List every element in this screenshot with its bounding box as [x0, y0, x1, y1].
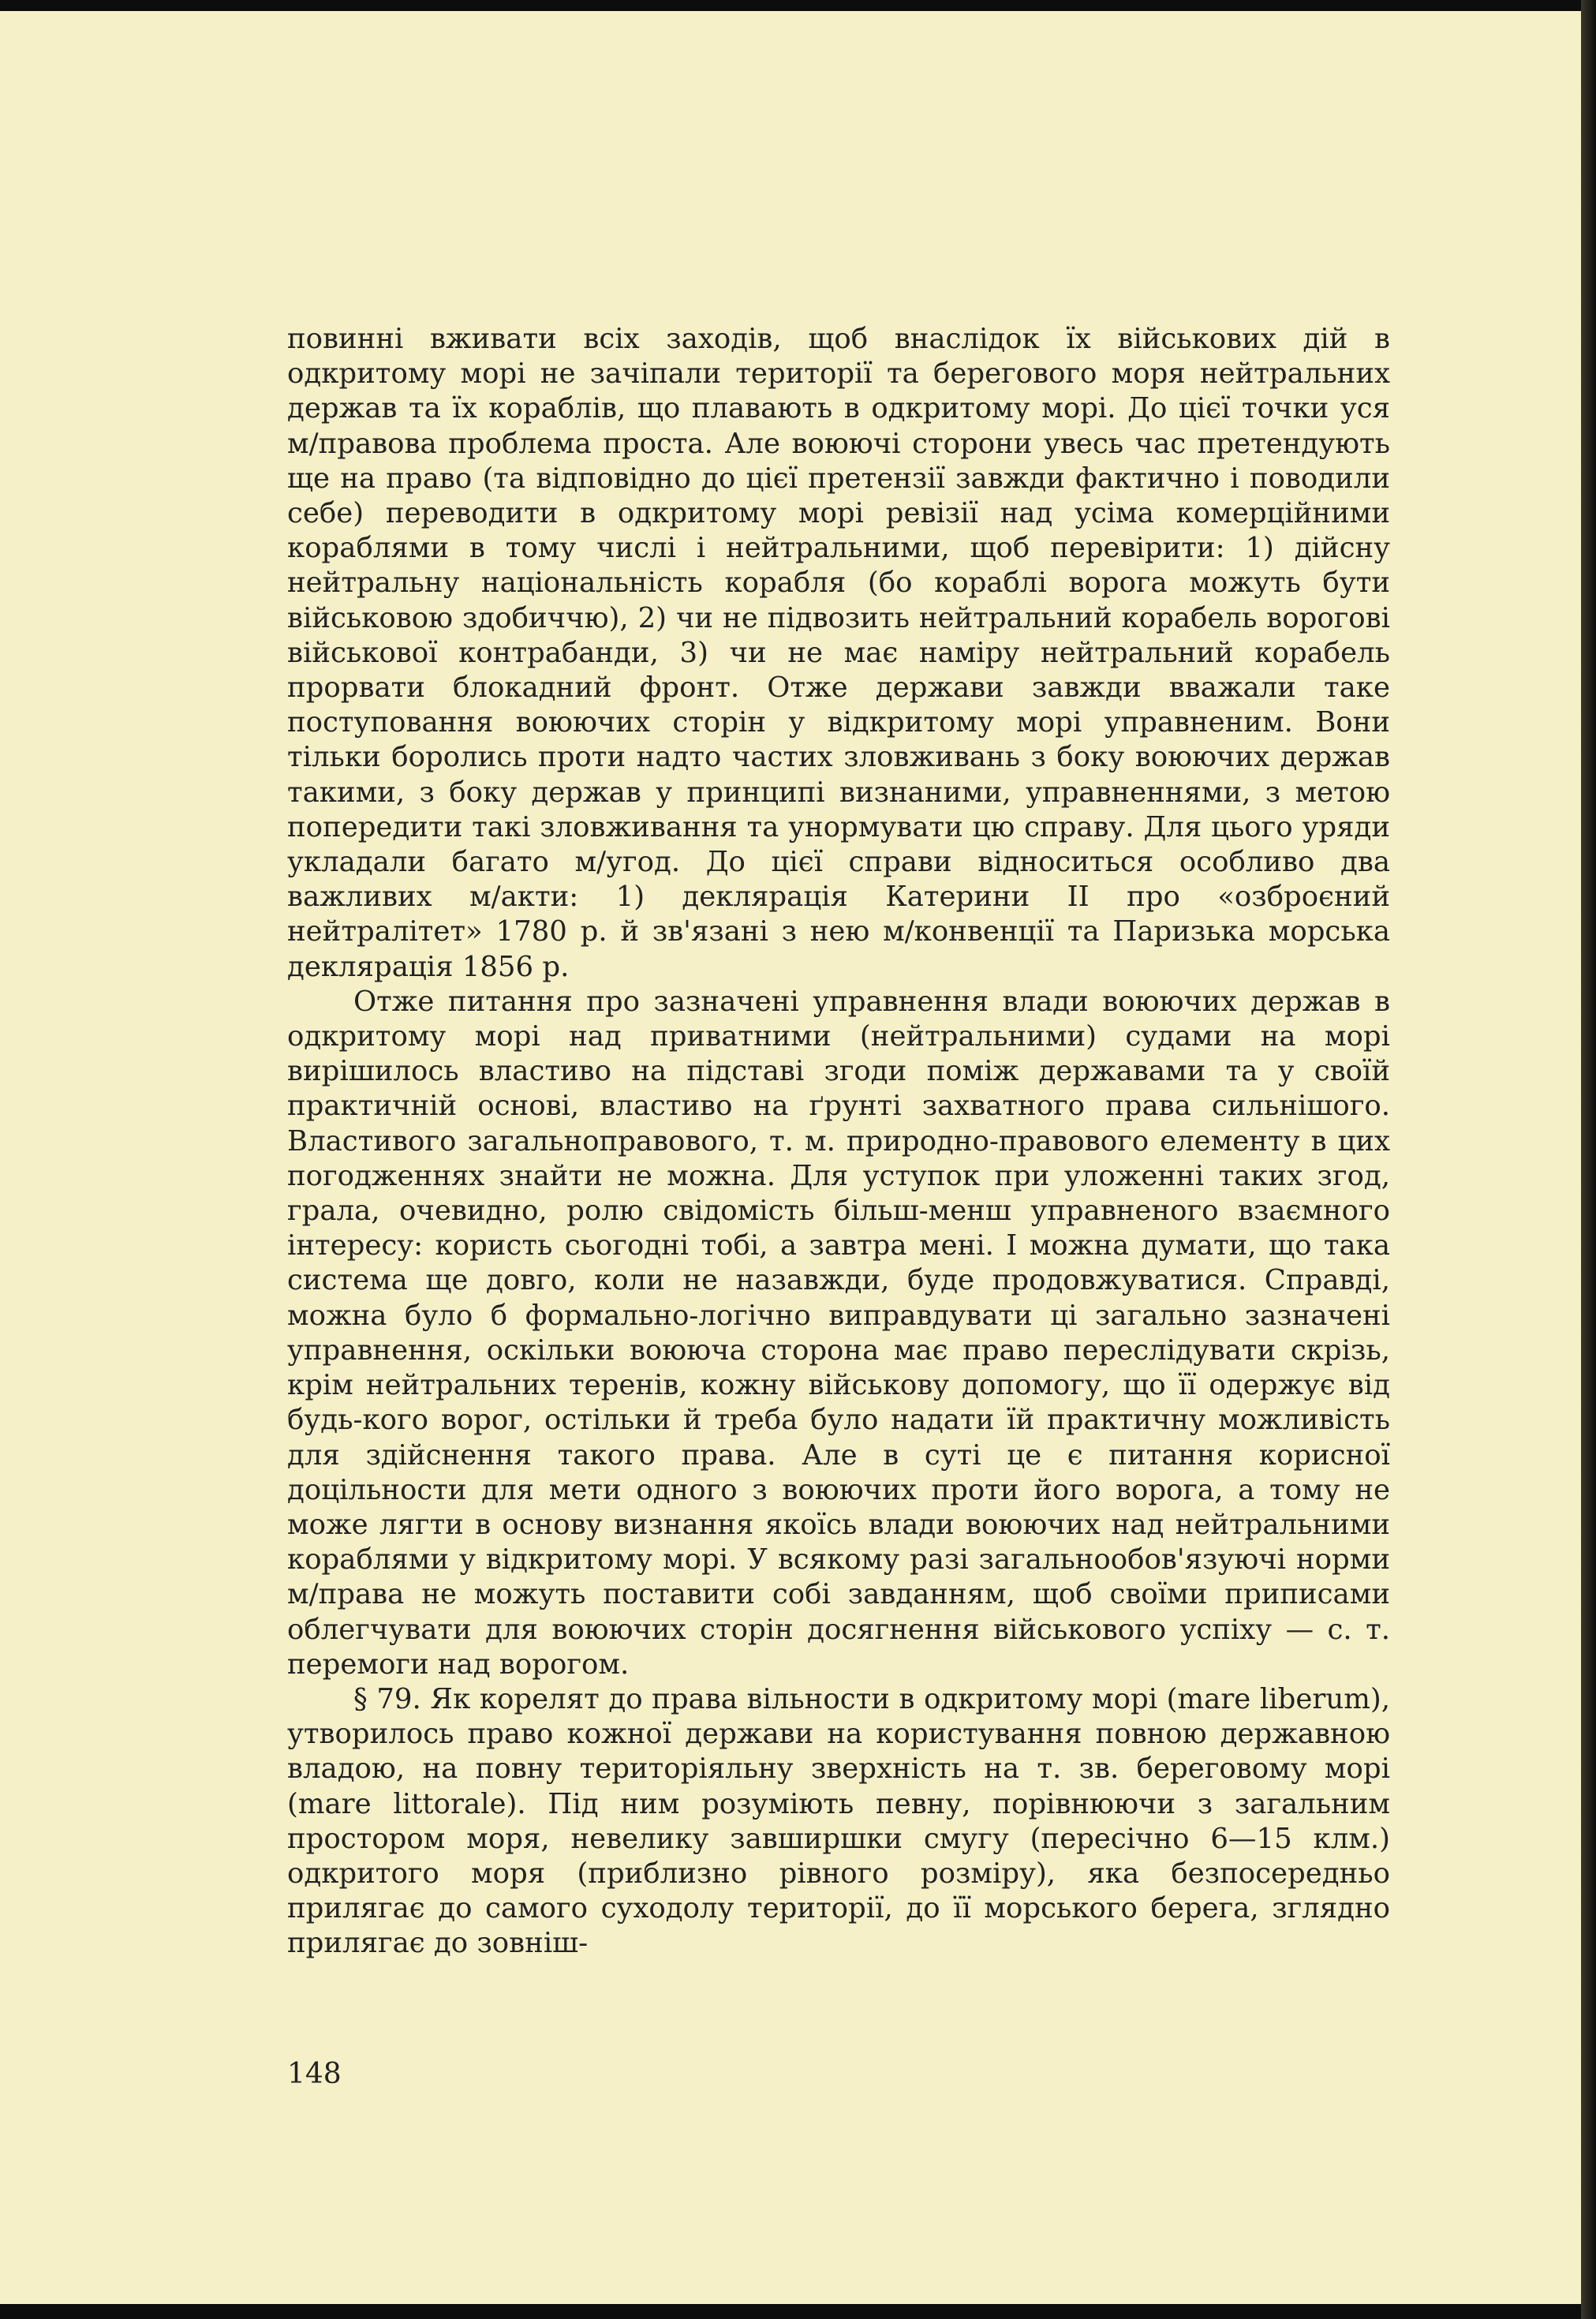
page-number: 148 [287, 2058, 342, 2090]
paragraph-1: повинні вживати всіх заходів, щоб внаслідок їх військових дій в одкритому морі не зачіпали території та берегового моря нейтральних держав та їх кораблів, що плавають в одкритому морі. До цієї точки уся м/правова проблема проста. Але воюючі сторони увесь час претендують ще на право (та відповідно до цієї претензії завжди фактично і поводили себе) переводити в одкритому морі ревізії над усіма комерційними кораблями в тому числі і нейтральними, щоб перевірити: 1) дійсну нейтральну національність корабля (бо кораблі ворога можуть бути військовою здобиччю), 2) чи не підвозить нейтральний корабель ворогові військової контрабанди, 3) чи не має наміру нейтральний корабель прорвати блокадний фронт. Отже держави завжди вважали таке поступовання воюючих сторін у відкритому морі управненим. Вони тільки боролись проти надто частих зловживань з боку воюючих держав такими, з боку держав у принципі визнаними, управненнями, з метою попередити такі зловживання та унормувати цю справу. Для цього уряди укладали багато м/угод. До цієї справи відноситься особливо два важливих м/акти: 1) деклярація Катерини II про «озброєний нейтралітет» 1780 р. й зв'язані з нею м/конвенції та Паризька морська деклярація 1856 р. [287, 323, 1390, 983]
paragraph-3: § 79. Як корелят до права вільности в одкритому морі (mare liberum), утворилось право кожної держави на користування повною державною владою, на повну територіяльну зверхність на т. зв. береговому морі (mare littorale). Під ним розуміють певну, порівнюючи з загальним простором моря, невелику завширшки смугу (пересічно 6—15 клм.) одкритого моря (приблизно рівного розміру), яка безпосередньо прилягає до самого суходолу території, до її морського берега, зглядно прилягає до зовніш- [287, 1682, 1390, 1960]
paragraph-2: Отже питання про зазначені управнення влади воюючих держав в одкритому морі над приватними (нейтральними) судами на морі вирішилось властиво на підставі згоди поміж державами та у своїй практичній основі, властиво на ґрунті захватного права сильнішого. Властивого загальноправового, т. м. природно-правового елементу в цих погодженнях знайти не можна. Для уступок при уложенні таких згод, грала, очевидно, ролю свідомість більш-менш управненого взаємного інтересу: користь сьогодні тобі, а завтра мені. І можна думати, що така система ще довго, коли не назавжди, буде продовжуватися. Справді, можна було б формально-логічно виправдувати ці загально зазначені управнення, оскільки воююча сторона має право переслідувати скрізь, крім нейтральних теренів, кожну військову допомогу, що її одержує від будь-кого ворог, остільки й треба було надати їй практичну можливість для здійснення такого права. Але в суті це є питання корисної доцільности для мети одного з воюючих проти його ворога, а тому не може лягти в основу визнання якоїсь влади воюючих над нейтральними кораблями у відкритому морі. У всякому разі загальнообов'язуючі норми м/права не можуть поставити собі завданням, щоб своїми приписами облегчувати для воюючих сторін досягнення військового успіху — с. т. перемоги над ворогом. [287, 985, 1390, 1681]
body-text [287, 322, 1390, 1962]
page-edge-shadow [1581, 0, 1596, 2319]
